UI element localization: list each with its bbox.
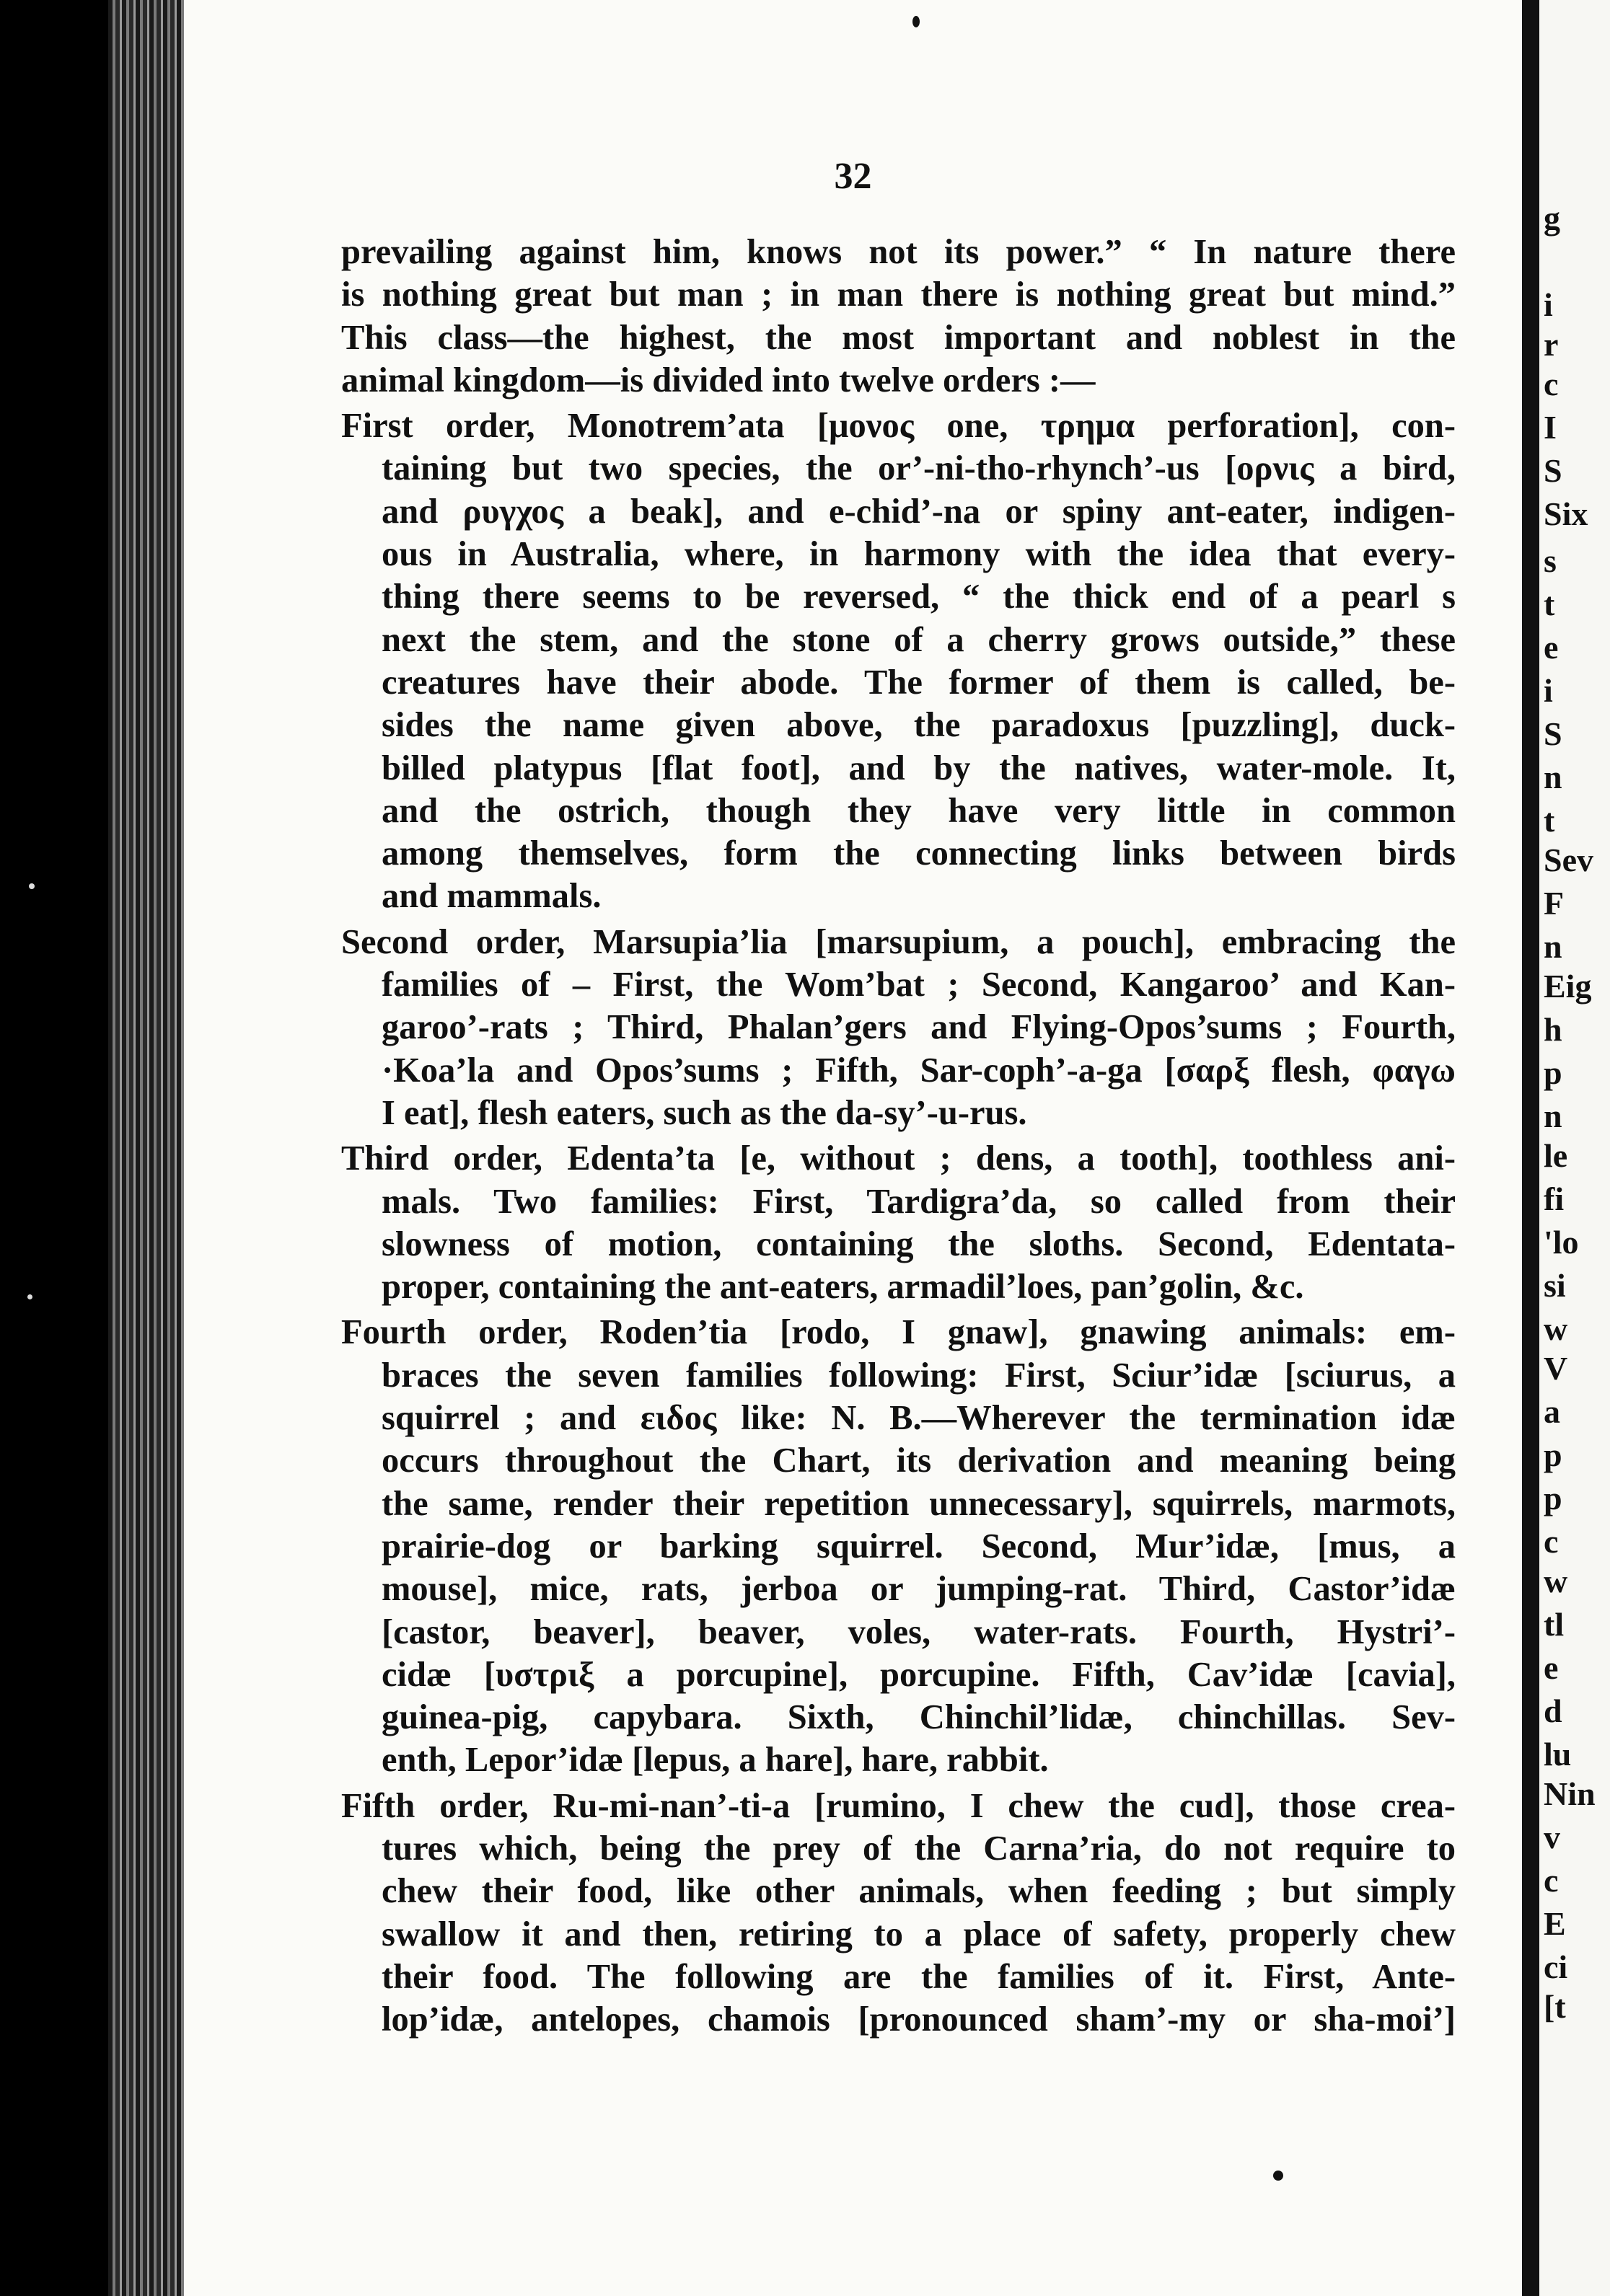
text-line: garoo’-rats ; Third, Phalan’gers and Flying-Opos’sums ; Fourth,: [382, 1008, 1456, 1047]
text-line: and ρυγχος a beak], and e-chid’-na or spiny ant-eater, indigen-: [382, 492, 1456, 531]
ink-speck: [29, 883, 35, 889]
ink-speck: [27, 1294, 32, 1299]
facing-page-text: E: [1544, 1905, 1566, 1942]
text-line: squirrel ; and ειδος like: N. B.—Wherever the termination idæ: [382, 1399, 1456, 1438]
facing-page-text: lu: [1544, 1736, 1572, 1772]
page-number: 32: [834, 156, 872, 197]
text-line: lop’idæ, antelopes, chamois [pronounced sham’-my or sha-moi’]: [382, 2000, 1456, 2039]
facing-page-text: p: [1544, 1054, 1562, 1091]
facing-page-text: si: [1544, 1267, 1566, 1304]
text-line: next the stem, and the stone of a cherry grows outside,” these: [382, 620, 1456, 659]
text-line: proper, containing the ant-eaters, armadil’loes, pan’golin, &c.: [382, 1268, 1304, 1307]
text-line: among themselves, form the connecting links between birds: [382, 834, 1456, 873]
facing-page-text: n: [1544, 1098, 1562, 1134]
facing-page-text: e: [1544, 1649, 1559, 1686]
text-line: mals. Two families: First, Tardigra’da, so called from their: [382, 1182, 1456, 1221]
facing-page-fragment: [1539, 0, 1610, 2296]
text-line: ous in Australia, where, in harmony with the idea that every-: [382, 535, 1456, 574]
text-line: tures which, being the prey of the Carna’ria, do not require to: [382, 1829, 1456, 1868]
facing-page-text: v: [1544, 1819, 1560, 1855]
facing-page-text: c: [1544, 366, 1559, 402]
text-line: cidæ [υστριξ a porcupine], porcupine. Fifth, Cav’idæ [cavia],: [382, 1655, 1456, 1694]
facing-page-text: i: [1544, 286, 1553, 323]
text-line: occurs throughout the Chart, its derivation and meaning being: [382, 1441, 1456, 1480]
text-line: the same, render their repetition unnecessary], squirrels, marmots,: [382, 1484, 1456, 1523]
facing-page-text: ci: [1544, 1948, 1568, 1985]
facing-page-text: h: [1544, 1011, 1562, 1048]
facing-page-text: Sev: [1544, 842, 1593, 878]
book-page: [184, 0, 1522, 2296]
text-line: animal kingdom—is divided into twelve orders :—: [341, 361, 1096, 399]
text-line: braces the seven families following: First, Sciur’idæ [sciurus, a: [382, 1356, 1456, 1395]
facing-page-text: a: [1544, 1393, 1560, 1430]
facing-page-text: r: [1544, 326, 1559, 363]
text-line: and mammals.: [382, 877, 602, 916]
text-line: I eat], flesh eaters, such as the da-sy’-u-rus.: [382, 1093, 1027, 1132]
facing-page-text: S: [1544, 452, 1562, 489]
facing-page-text: g: [1544, 200, 1560, 237]
text-line: [castor, beaver], beaver, voles, water-rats. Fourth, Hystri’-: [382, 1612, 1456, 1651]
facing-page-text: t: [1544, 802, 1555, 839]
facing-page-text: fi: [1544, 1180, 1565, 1217]
facing-page-text: d: [1544, 1692, 1562, 1729]
text-line: families of – First, the Wom’bat ; Second, Kangaroo’ and Kan-: [382, 966, 1456, 1004]
facing-page-text: Nin: [1544, 1775, 1596, 1812]
text-line: billed platypus [flat foot], and by the natives, water-mole. It,: [382, 749, 1456, 787]
facing-page-text: tl: [1544, 1606, 1565, 1643]
text-line: Second order, Marsupia’lia [marsupium, a pouch], embracing the: [341, 922, 1456, 961]
text-line: is nothing great but man ; in man there is nothing great but mind.”: [341, 275, 1456, 314]
text-line: thing there seems to be reversed, “ the thick end of a pearl s: [382, 578, 1456, 617]
text-line: their food. The following are the families of it. First, Ante-: [382, 1957, 1456, 1996]
facing-page-text: e: [1544, 629, 1559, 666]
facing-page-text: s: [1544, 542, 1557, 579]
facing-page-text: w: [1544, 1310, 1568, 1347]
text-line: chew their food, like other animals, when feeding ; but simply: [382, 1872, 1456, 1911]
facing-page-text: le: [1544, 1137, 1568, 1174]
facing-page-text: F: [1544, 885, 1565, 922]
facing-page-text: i: [1544, 672, 1553, 709]
text-line: taining but two species, the or’-ni-tho-rhynch’-us [ορνις a bird,: [382, 449, 1456, 488]
text-line: mouse], mice, rats, jerboa or jumping-rat. Third, Castor’idæ: [382, 1570, 1456, 1609]
text-line: prevailing against him, knows not its power.” “ In nature there: [341, 233, 1456, 271]
facing-page-text: w: [1544, 1563, 1568, 1599]
facing-page-text: Eig: [1544, 968, 1592, 1004]
facing-page-text: I: [1544, 409, 1557, 446]
facing-page-text: c: [1544, 1862, 1559, 1899]
text-line: Third order, Edenta’ta [e, without ; dens, a tooth], toothless ani-: [341, 1139, 1456, 1178]
facing-page-text: 'lo: [1544, 1224, 1579, 1260]
facing-page-text: n: [1544, 759, 1562, 795]
text-line: and the ostrich, though they have very little in common: [382, 791, 1456, 830]
facing-page-text: n: [1544, 928, 1562, 965]
text-line: Fifth order, Ru-mi-nan’-ti-a [rumino, I chew the cud], those crea-: [341, 1786, 1456, 1825]
ink-speck: [1273, 2171, 1283, 2181]
facing-page-text: S: [1544, 715, 1562, 752]
text-line: prairie-dog or barking squirrel. Second, Mur’idæ, [mus, a: [382, 1527, 1456, 1566]
text-line: creatures have their abode. The former of them is called, be-: [382, 663, 1456, 702]
text-line: ·Koa’la and Opos’sums ; Fifth, Sar-coph’-a-ga [σαρξ flesh, φαγω: [382, 1051, 1456, 1090]
facing-page-text: [t: [1544, 1988, 1566, 2025]
text-line: guinea-pig, capybara. Sixth, Chinchil’lidæ, chinchillas. Sev-: [382, 1698, 1456, 1737]
page-edge-left: [108, 0, 188, 2296]
facing-page-text: p: [1544, 1436, 1562, 1473]
facing-page-text: t: [1544, 586, 1555, 622]
facing-page-text: c: [1544, 1523, 1559, 1560]
text-line: This class—the highest, the most important and noblest in the: [341, 318, 1456, 357]
text-line: First order, Monotrem’ata [μονος one, τρημα perforation], con-: [341, 407, 1456, 446]
text-line: slowness of motion, containing the sloths. Second, Edentata-: [382, 1224, 1456, 1263]
facing-page-text: V: [1544, 1350, 1568, 1387]
text-line: Fourth order, Roden’tia [rodo, I gnaw], gnawing animals: em-: [341, 1313, 1456, 1352]
facing-page-text: Six: [1544, 495, 1588, 532]
text-line: swallow it and then, retiring to a place of safety, properly chew: [382, 1915, 1456, 1953]
text-line: sides the name given above, the paradoxus [puzzling], duck-: [382, 706, 1456, 745]
ink-speck: [912, 16, 920, 27]
facing-page-text: p: [1544, 1480, 1562, 1516]
text-line: enth, Lepor’idæ [lepus, a hare], hare, rabbit.: [382, 1741, 1049, 1780]
body-text: [341, 231, 1456, 2041]
